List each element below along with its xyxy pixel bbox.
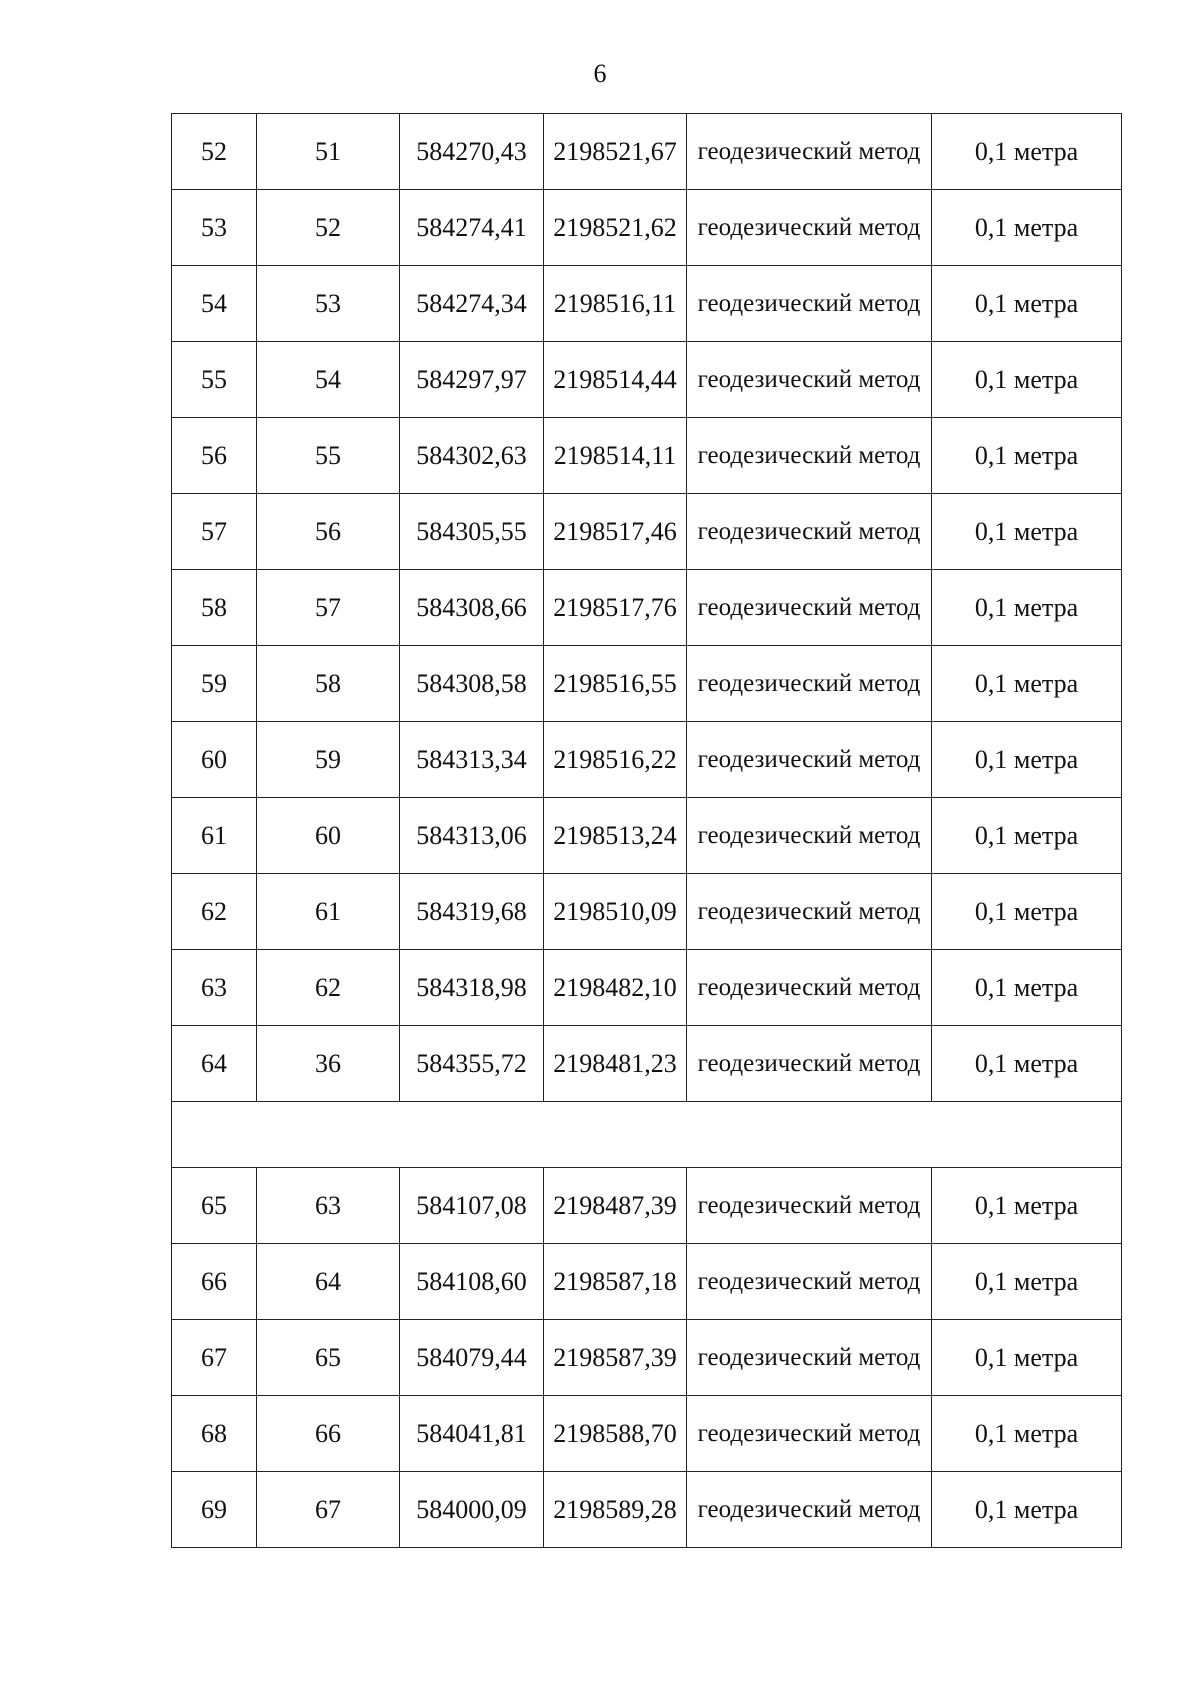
table-row — [172, 1244, 1122, 1320]
accuracy-cell: 0,1 метра — [932, 570, 1122, 646]
table-row — [172, 1472, 1122, 1548]
table-row — [172, 798, 1122, 874]
point-number-cell: 36 — [257, 1026, 400, 1102]
table-row — [172, 1396, 1122, 1472]
section-separator-row — [172, 1102, 1122, 1168]
point-number-cell: 52 — [257, 190, 400, 266]
section-separator-cell — [172, 1102, 1122, 1168]
method-cell: геодезический метод — [687, 1244, 932, 1320]
x-coordinate-cell: 584041,81 — [400, 1396, 544, 1472]
accuracy-cell: 0,1 метра — [932, 418, 1122, 494]
row-number-cell: 56 — [172, 418, 257, 494]
accuracy-cell: 0,1 метра — [932, 874, 1122, 950]
method-cell: геодезический метод — [687, 1396, 932, 1472]
x-coordinate-cell: 584000,09 — [400, 1472, 544, 1548]
row-number-cell: 68 — [172, 1396, 257, 1472]
point-number-cell: 67 — [257, 1472, 400, 1548]
method-cell: геодезический метод — [687, 342, 932, 418]
point-number-cell: 64 — [257, 1244, 400, 1320]
accuracy-cell: 0,1 метра — [932, 190, 1122, 266]
y-coordinate-cell: 2198589,28 — [544, 1472, 687, 1548]
method-cell: геодезический метод — [687, 1472, 932, 1548]
row-number-cell: 63 — [172, 950, 257, 1026]
y-coordinate-cell: 2198513,24 — [544, 798, 687, 874]
row-number-cell: 57 — [172, 494, 257, 570]
x-coordinate-cell: 584318,98 — [400, 950, 544, 1026]
point-number-cell: 61 — [257, 874, 400, 950]
row-number-cell: 65 — [172, 1168, 257, 1244]
x-coordinate-cell: 584079,44 — [400, 1320, 544, 1396]
x-coordinate-cell: 584313,34 — [400, 722, 544, 798]
x-coordinate-cell: 584308,58 — [400, 646, 544, 722]
x-coordinate-cell: 584274,41 — [400, 190, 544, 266]
method-cell: геодезический метод — [687, 266, 932, 342]
accuracy-cell: 0,1 метра — [932, 1320, 1122, 1396]
y-coordinate-cell: 2198516,22 — [544, 722, 687, 798]
table-row — [172, 114, 1122, 190]
point-number-cell: 60 — [257, 798, 400, 874]
table-row — [172, 570, 1122, 646]
x-coordinate-cell: 584313,06 — [400, 798, 544, 874]
x-coordinate-cell: 584270,43 — [400, 114, 544, 190]
row-number-cell: 53 — [172, 190, 257, 266]
y-coordinate-cell: 2198516,55 — [544, 646, 687, 722]
accuracy-cell: 0,1 метра — [932, 722, 1122, 798]
page-number: 6 — [593, 59, 607, 88]
row-number-cell: 69 — [172, 1472, 257, 1548]
accuracy-cell: 0,1 метра — [932, 950, 1122, 1026]
row-number-cell: 58 — [172, 570, 257, 646]
point-number-cell: 55 — [257, 418, 400, 494]
x-coordinate-cell: 584274,34 — [400, 266, 544, 342]
point-number-cell: 53 — [257, 266, 400, 342]
accuracy-cell: 0,1 метра — [932, 1396, 1122, 1472]
accuracy-cell: 0,1 метра — [932, 114, 1122, 190]
y-coordinate-cell: 2198481,23 — [544, 1026, 687, 1102]
accuracy-cell: 0,1 метра — [932, 798, 1122, 874]
table-row — [172, 342, 1122, 418]
accuracy-cell: 0,1 метра — [932, 1244, 1122, 1320]
accuracy-cell: 0,1 метра — [932, 1026, 1122, 1102]
table-row — [172, 1320, 1122, 1396]
y-coordinate-cell: 2198517,76 — [544, 570, 687, 646]
method-cell: геодезический метод — [687, 1168, 932, 1244]
method-cell: геодезический метод — [687, 874, 932, 950]
y-coordinate-cell: 2198482,10 — [544, 950, 687, 1026]
table-row — [172, 266, 1122, 342]
y-coordinate-cell: 2198510,09 — [544, 874, 687, 950]
x-coordinate-cell: 584319,68 — [400, 874, 544, 950]
coordinates-table — [171, 113, 1122, 1548]
table-row — [172, 646, 1122, 722]
row-number-cell: 61 — [172, 798, 257, 874]
accuracy-cell: 0,1 метра — [932, 1472, 1122, 1548]
y-coordinate-cell: 2198587,39 — [544, 1320, 687, 1396]
point-number-cell: 59 — [257, 722, 400, 798]
table-row — [172, 874, 1122, 950]
y-coordinate-cell: 2198521,67 — [544, 114, 687, 190]
x-coordinate-cell: 584305,55 — [400, 494, 544, 570]
coordinates-table-body — [172, 114, 1122, 1548]
method-cell: геодезический метод — [687, 190, 932, 266]
accuracy-cell: 0,1 метра — [932, 646, 1122, 722]
point-number-cell: 65 — [257, 1320, 400, 1396]
table-row — [172, 722, 1122, 798]
method-cell: геодезический метод — [687, 798, 932, 874]
method-cell: геодезический метод — [687, 1026, 932, 1102]
point-number-cell: 51 — [257, 114, 400, 190]
point-number-cell: 63 — [257, 1168, 400, 1244]
row-number-cell: 54 — [172, 266, 257, 342]
x-coordinate-cell: 584107,08 — [400, 1168, 544, 1244]
method-cell: геодезический метод — [687, 950, 932, 1026]
y-coordinate-cell: 2198516,11 — [544, 266, 687, 342]
row-number-cell: 52 — [172, 114, 257, 190]
accuracy-cell: 0,1 метра — [932, 1168, 1122, 1244]
method-cell: геодезический метод — [687, 1320, 932, 1396]
point-number-cell: 66 — [257, 1396, 400, 1472]
table-row — [172, 418, 1122, 494]
x-coordinate-cell: 584297,97 — [400, 342, 544, 418]
y-coordinate-cell: 2198514,44 — [544, 342, 687, 418]
method-cell: геодезический метод — [687, 646, 932, 722]
row-number-cell: 59 — [172, 646, 257, 722]
accuracy-cell: 0,1 метра — [932, 494, 1122, 570]
y-coordinate-cell: 2198517,46 — [544, 494, 687, 570]
row-number-cell: 60 — [172, 722, 257, 798]
method-cell: геодезический метод — [687, 722, 932, 798]
row-number-cell: 64 — [172, 1026, 257, 1102]
y-coordinate-cell: 2198514,11 — [544, 418, 687, 494]
table-row — [172, 190, 1122, 266]
table-row — [172, 1026, 1122, 1102]
x-coordinate-cell: 584308,66 — [400, 570, 544, 646]
x-coordinate-cell: 584355,72 — [400, 1026, 544, 1102]
row-number-cell: 67 — [172, 1320, 257, 1396]
method-cell: геодезический метод — [687, 114, 932, 190]
point-number-cell: 57 — [257, 570, 400, 646]
point-number-cell: 56 — [257, 494, 400, 570]
accuracy-cell: 0,1 метра — [932, 342, 1122, 418]
method-cell: геодезический метод — [687, 570, 932, 646]
table-row — [172, 494, 1122, 570]
y-coordinate-cell: 2198588,70 — [544, 1396, 687, 1472]
row-number-cell: 62 — [172, 874, 257, 950]
x-coordinate-cell: 584108,60 — [400, 1244, 544, 1320]
point-number-cell: 62 — [257, 950, 400, 1026]
y-coordinate-cell: 2198487,39 — [544, 1168, 687, 1244]
y-coordinate-cell: 2198587,18 — [544, 1244, 687, 1320]
table-row — [172, 1168, 1122, 1244]
point-number-cell: 58 — [257, 646, 400, 722]
x-coordinate-cell: 584302,63 — [400, 418, 544, 494]
row-number-cell: 66 — [172, 1244, 257, 1320]
accuracy-cell: 0,1 метра — [932, 266, 1122, 342]
method-cell: геодезический метод — [687, 418, 932, 494]
point-number-cell: 54 — [257, 342, 400, 418]
y-coordinate-cell: 2198521,62 — [544, 190, 687, 266]
table-row — [172, 950, 1122, 1026]
row-number-cell: 55 — [172, 342, 257, 418]
method-cell: геодезический метод — [687, 494, 932, 570]
